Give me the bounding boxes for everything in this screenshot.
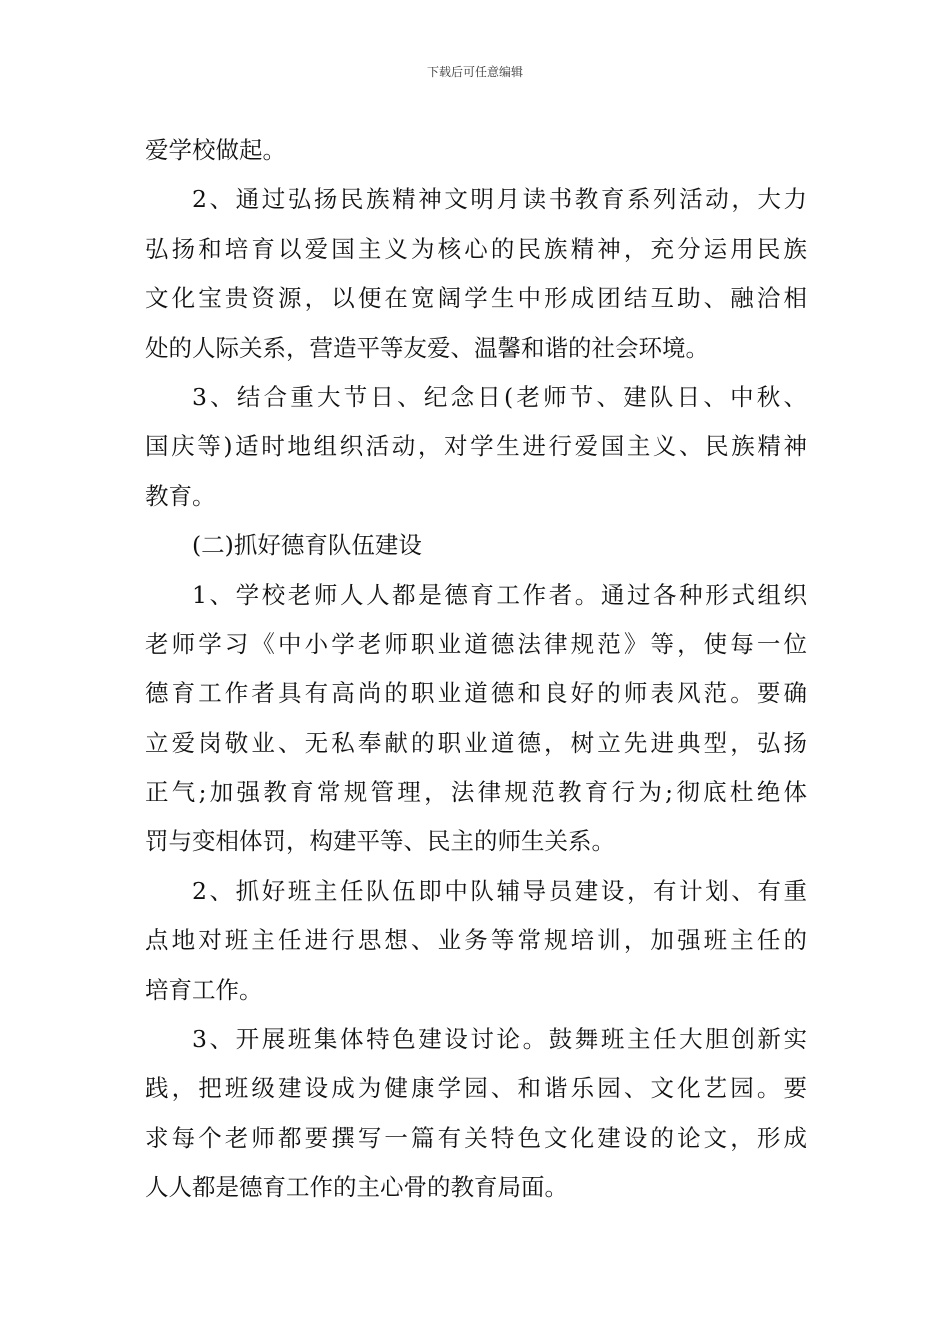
text-line: 3、开展班集体特色建设讨论。鼓舞班主任大胆创新实: [192, 1025, 807, 1054]
text-line: 国庆等)适时地组织活动，对学生进行爱国主义、民族精神: [145, 432, 807, 461]
text-line: 正气;加强教育常规管理，法律规范教育行为;彻底杜绝体: [145, 778, 807, 807]
text-line: 弘扬和培育以爱国主义为核心的民族精神，充分运用民族: [145, 234, 807, 263]
text-line: 2、抓好班主任队伍即中队辅导员建设，有计划、有重: [192, 876, 807, 905]
text-line: 立爱岗敬业、无私奉献的职业道德，树立先进典型，弘扬: [145, 728, 807, 757]
text-line: 罚与变相体罚，构建平等、民主的师生关系。: [145, 827, 615, 856]
text-line: 人人都是德育工作的主心骨的教育局面。: [145, 1173, 568, 1202]
text-line: 教育。: [145, 481, 216, 510]
page-header-note: 下载后可任意编辑: [426, 65, 523, 79]
text-line: 2、通过弘扬民族精神文明月读书教育系列活动，大力: [192, 185, 807, 214]
text-line: 点地对班主任进行思想、业务等常规培训，加强班主任的: [145, 926, 807, 955]
section-heading: (二)抓好德育队伍建设: [192, 531, 422, 560]
text-line: 1、学校老师人人都是德育工作者。通过各种形式组织: [192, 580, 807, 609]
text-line: 德育工作者具有高尚的职业道德和良好的师表风范。要确: [145, 679, 807, 708]
text-line: 3、结合重大节日、纪念日(老师节、建队日、中秋、: [192, 382, 807, 411]
text-line: 爱学校做起。: [145, 136, 286, 164]
text-line: 文化宝贵资源，以便在宽阔学生中形成团结互助、融洽相: [145, 284, 807, 313]
text-line: 求每个老师都要撰写一篇有关特色文化建设的论文，形成: [145, 1123, 807, 1152]
text-line: 培育工作。: [145, 975, 263, 1004]
text-line: 老师学习《中小学老师职业道德法律规范》等，使每一位: [145, 629, 807, 658]
document-body: [145, 126, 807, 1213]
text-line: 处的人际关系，营造平等友爱、温馨和谐的社会环境。: [145, 333, 709, 362]
text-line: 践，把班级建设成为健康学园、和谐乐园、文化艺园。要: [145, 1074, 807, 1103]
